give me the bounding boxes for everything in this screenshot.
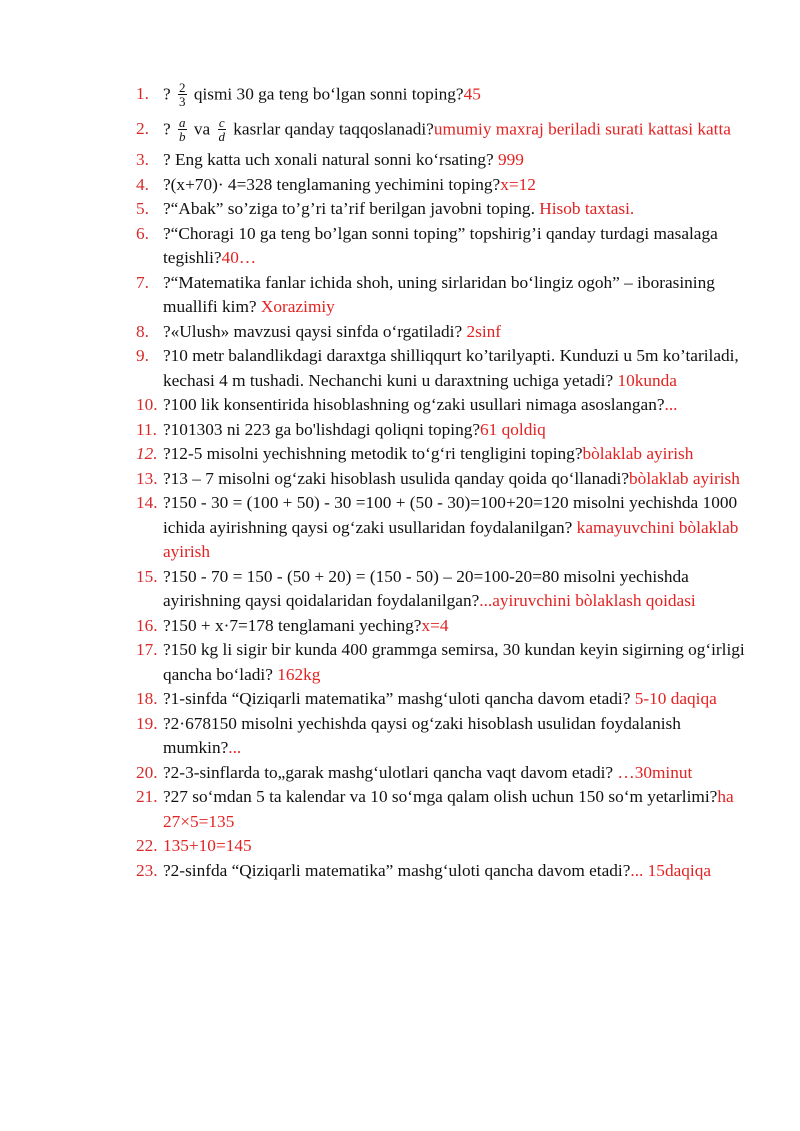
answer-text: 999 <box>497 150 524 169</box>
item-text: ?101303 ni 223 ga bo'lishdagi qoliqni toping?61 qoldiq <box>163 419 546 439</box>
item-number: 19. <box>136 713 158 733</box>
item-text: ?100 lik konsentirida hisoblashning og‘zaki usullari nimaga asoslangan?... <box>163 395 678 414</box>
answer-text: bòlaklab ayirish <box>582 444 694 463</box>
list-item <box>136 687 756 712</box>
list-item <box>136 712 756 761</box>
answer-text: Xorazimiy <box>260 297 335 316</box>
list-item <box>136 442 756 467</box>
item-text: ?1-sinfda “Qiziqarli matematika” mashg‘uloti qancha davom etadi? 5-10 daqiqa <box>163 689 717 708</box>
item-number: 14. <box>136 493 158 512</box>
item-number: 13. <box>136 468 158 488</box>
answer-text: umumiy maxraj beriladi surati kattasi katta <box>433 119 731 139</box>
list-item <box>136 859 756 884</box>
answer-text: 135+10=145 <box>163 836 252 855</box>
list-item <box>136 785 756 834</box>
item-text: ?150 - 70 = 150 - (50 + 20) = (150 - 50) – 20=100-20=80 misolni yechishda ayirishning qaysi qoidalaridan foydalanilgan?...ayiruvchini bòlaklash qoidasi <box>163 566 696 610</box>
item-number: 10. <box>136 395 158 414</box>
list-item <box>136 418 756 443</box>
answer-text: bòlaklab ayirish <box>629 468 740 488</box>
list-item <box>136 467 756 492</box>
item-text: ? $\frac{a}{b}$ va $\frac{c}{d}$ kasrlar qanday taqqoslanadi?umumiy maxraj beriladi surati kattasi katta <box>163 115 731 144</box>
item-number: 6. <box>136 223 149 243</box>
answer-text: 2sinf <box>466 321 502 341</box>
answer-text: 61 qoldiq <box>480 419 546 439</box>
item-number: 2. <box>136 119 149 138</box>
item-text: ?“Matematika fanlar ichida shoh, uning sirlaridan bo‘lingiz ogoh” – iborasining muallifi kim? Xorazimiy <box>163 272 715 316</box>
answer-text: x=12 <box>500 174 536 194</box>
list-item <box>136 565 756 614</box>
item-number: 17. <box>136 640 158 659</box>
item-text: ?“Choragi 10 ga teng bo’lgan sonni toping” topshirig’i qanday turdagi masalaga tegishli?40… <box>163 223 718 267</box>
item-number: 5. <box>136 199 149 218</box>
answer-text: 162kg <box>277 664 321 684</box>
list-item <box>136 761 756 786</box>
item-text: ?2·678150 misolni yechishda qaysi og‘zaki hisoblash usulidan foydalanish mumkin?... <box>163 713 681 757</box>
question-list <box>136 82 756 883</box>
list-item <box>136 614 756 639</box>
fraction: $\frac{a}{b}$ <box>179 115 186 144</box>
list-item <box>136 638 756 687</box>
answer-text: x=4 <box>421 615 449 635</box>
item-number: 7. <box>136 272 149 292</box>
item-text: ?«Ulush» mavzusi qaysi sinfda o‘rgatiladi? 2sinf <box>163 321 502 341</box>
item-text: ?150 + x·7=178 tenglamani yeching?x=4 <box>163 615 449 635</box>
item-number: 8. <box>136 321 149 341</box>
item-number: 18. <box>136 689 158 708</box>
answer-text: 10kunda <box>617 370 677 390</box>
item-text: ?150 kg li sigir bir kunda 400 grammga semirsa, 30 kundan keyin sigirning og‘irligi qancha bo‘ladi? 162kg <box>163 640 745 684</box>
list-item <box>136 344 756 393</box>
item-number: 21. <box>136 787 158 806</box>
list-item <box>136 222 756 271</box>
answer-text: ... <box>228 738 242 757</box>
item-text: ?13 – 7 misolni og‘zaki hisoblash usulida qanday qoida qo‘llanadi?bòlaklab ayirish <box>163 468 740 488</box>
item-number: 12. <box>136 444 158 463</box>
list-item <box>136 491 756 565</box>
item-number: 4. <box>136 174 149 194</box>
item-number: 11. <box>136 419 157 439</box>
answer-text: ha 27×5=135 <box>163 787 734 831</box>
list-item <box>136 271 756 320</box>
answer-text: ...ayiruvchini bòlaklash qoidasi <box>479 591 696 610</box>
item-number: 9. <box>136 346 149 365</box>
answer-text: Hisob taxtasi. <box>539 199 635 218</box>
list-item <box>136 173 756 198</box>
list-item <box>136 82 756 109</box>
list-item <box>136 320 756 345</box>
answer-text: …30minut <box>617 762 693 782</box>
answer-text: 40… <box>221 248 257 267</box>
list-item <box>136 148 756 173</box>
list-item <box>136 393 756 418</box>
item-number: 1. <box>136 84 149 103</box>
list-item <box>136 197 756 222</box>
item-text: ?(x+70)· 4=328 tenglamaning yechimini toping?x=12 <box>163 174 536 194</box>
item-text: ? $\frac{2}{3}$ qismi 30 ga teng bo‘lgan sonni toping?45 <box>163 80 481 109</box>
item-text: ?2-sinfda “Qiziqarli matematika” mashg‘uloti qancha davom etadi?... 15daqiqa <box>163 860 712 880</box>
answer-text: ... 15daqiqa <box>630 860 712 880</box>
item-number: 23. <box>136 860 158 880</box>
fraction: $\frac{2}{3}$ <box>179 80 186 109</box>
item-text: ?150 - 30 = (100 + 50) - 30 =100 + (50 - 30)=100+20=120 misolni yechishda 1000 ichida ayirishning qaysi og‘zaki usullaridan foydalanilgan? kamayuvchini bòlaklab ayirish <box>163 493 739 561</box>
answer-text: ... <box>664 395 678 414</box>
answer-text: 5-10 daqiqa <box>634 689 717 708</box>
item-number: 22. <box>136 836 158 855</box>
item-text: ?27 so‘mdan 5 ta kalendar va 10 so‘mga qalam olish uchun 150 so‘m yetarlimi?ha 27×5=135 <box>163 787 734 831</box>
list-item <box>136 834 756 859</box>
fraction: $\frac{c}{d}$ <box>218 115 225 144</box>
item-number: 20. <box>136 762 158 782</box>
answer-text: kamayuvchini bòlaklab ayirish <box>163 517 739 561</box>
item-number: 16. <box>136 615 158 635</box>
item-text: ? Eng katta uch xonali natural sonni ko‘rsating? 999 <box>163 150 524 169</box>
item-text: ?2-3-sinflarda to„garak mashg‘ulotlari qancha vaqt davom etadi? …30minut <box>163 762 693 782</box>
item-text: ?10 metr balandlikdagi daraxtga shilliqqurt ko’tarilyapti. Kunduzi u 5m ko’tariladi, kechasi 4 m tushadi. Nechanchi kuni u daraxtning uchiga yetadi? 10kunda <box>163 346 739 390</box>
item-number: 15. <box>136 566 158 586</box>
item-text: ?12-5 misolni yechishning metodik to‘g‘ri tengligini toping?bòlaklab ayirish <box>163 444 694 463</box>
answer-text: 45 <box>463 84 481 104</box>
item-text <box>163 834 756 859</box>
item-number: 3. <box>136 150 149 169</box>
list-item <box>136 117 756 144</box>
item-text: ?“Abak” so’ziga to’g’ri ta’rif berilgan javobni toping. Hisob taxtasi. <box>163 199 635 218</box>
